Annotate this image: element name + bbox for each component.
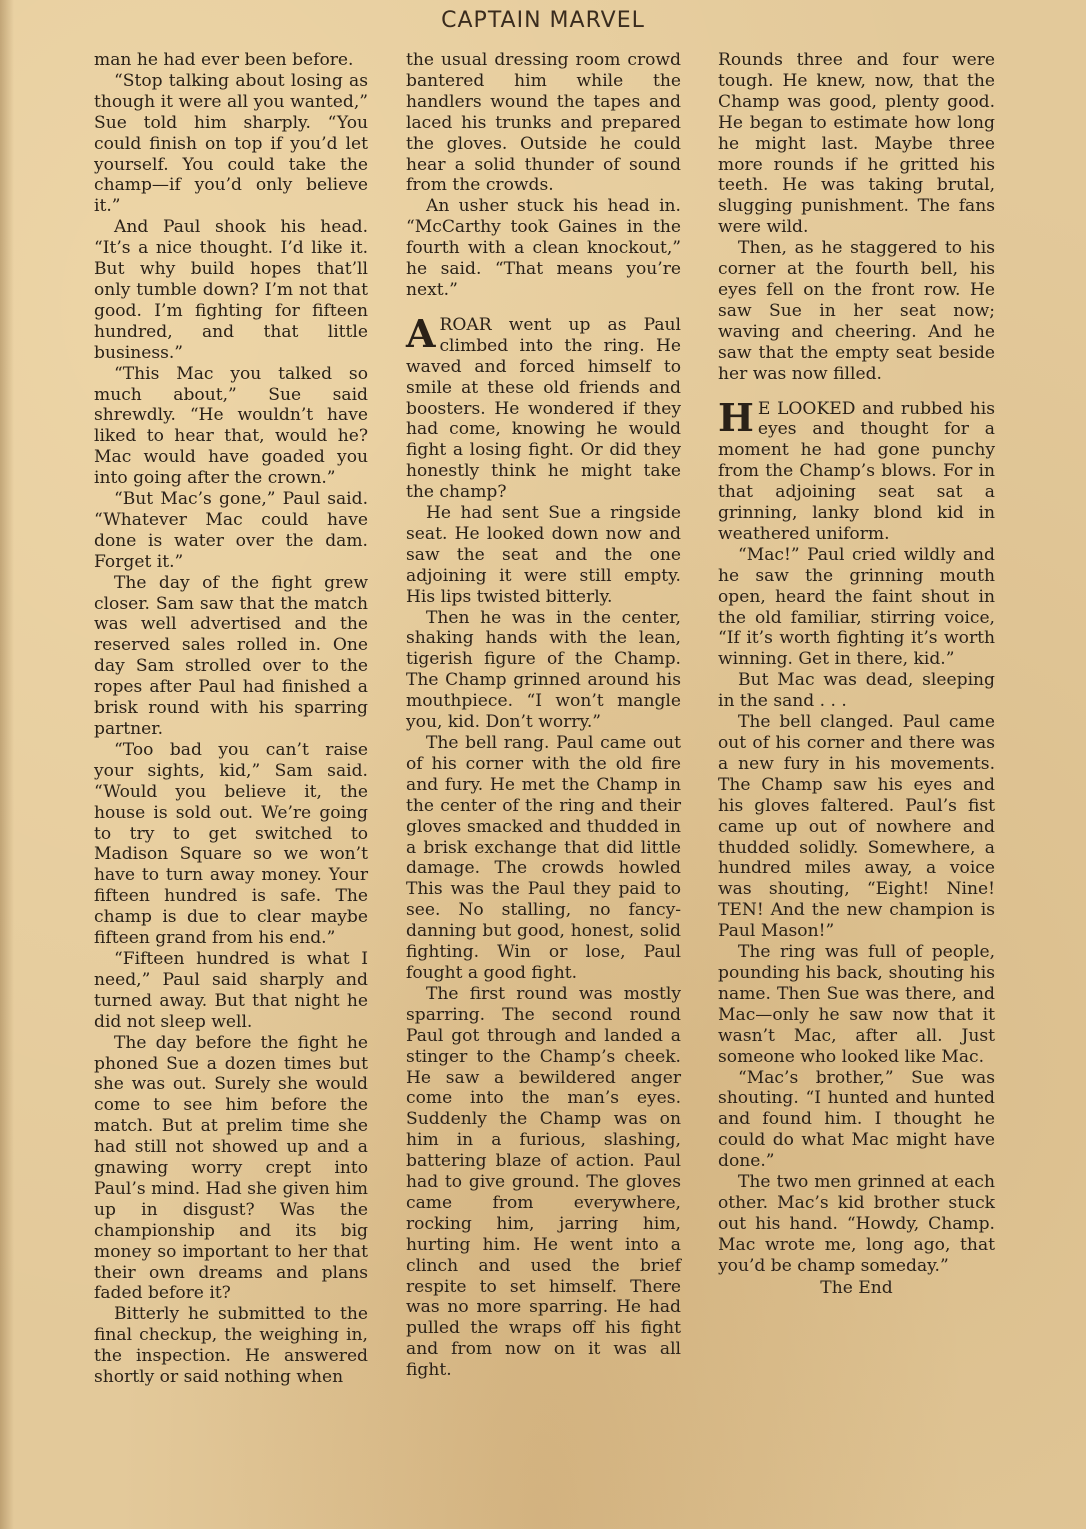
the-end: The End bbox=[820, 1277, 893, 1298]
paragraph: “This Mac you talked so much about,” Sue said shrewdly. “He wouldn’t have liked to hear that, would he? Mac would have goaded you into going after the crown.” bbox=[94, 363, 368, 489]
text-column-2 bbox=[406, 50, 681, 1381]
paragraph: Bitterly he submitted to the final checkup, the weighing in, the inspection. He answered shortly or said nothing when bbox=[94, 1304, 368, 1388]
paragraph: the usual dressing room crowd bantered him while the handlers wound the tapes and laced his trunks and prepared the gloves. Outside he could hear a solid thunder of sound from the crowds. bbox=[406, 50, 681, 196]
paragraph: He had sent Sue a ringside seat. He looked down now and saw the seat and the one adjoining it were still empty. His lips twisted bitterly. bbox=[406, 503, 681, 607]
paragraph: The day of the fight grew closer. Sam saw that the match was well advertised and the reserved sales rolled in. One day Sam strolled over to the ropes after Paul had finished a brisk round with his sparring partner. bbox=[94, 572, 368, 739]
running-head: CAPTAIN MARVEL bbox=[441, 8, 645, 33]
paragraph-text: and rubbed his eyes and thought for a moment he had gone punchy from the Champ’s blows. For in that adjoining seat sat a grinning, lanky blond kid in weathered uniform. bbox=[718, 398, 995, 544]
paragraph: Rounds three and four were tough. He knew, now, that the Champ was good, plenty good. He began to estimate how long he might last. Maybe three more rounds if he gritted his teeth. He was taking brutal, slugging punishment. The fans were wild. bbox=[718, 50, 995, 238]
drop-cap: A bbox=[406, 310, 436, 356]
paragraph: And Paul shook his head. “It’s a nice thought. I’d like it. But why build hopes that’ll only tumble down? I’m not that good. I’m fighting for fifteen hundred, and that little business.” bbox=[94, 217, 368, 363]
paragraph: But Mac was dead, sleeping in the sand . . . bbox=[718, 670, 995, 712]
paragraph: “But Mac’s gone,” Paul said. “Whatever Mac could have done is water over the dam. Forget it.” bbox=[94, 489, 368, 572]
paragraph: man he had ever been before. bbox=[94, 50, 354, 70]
paragraph: “Stop talking about losing as though it were all you wanted,” Sue told him sharply. “You could finish on top if you’d let yourself. You could take the champ—if you’d only believe it.” bbox=[94, 70, 368, 217]
paragraph: The first round was mostly sparring. The second round Paul got through and landed a stinger to the Champ’s cheek. He saw a bewildered anger come into the man’s eyes. Suddenly the Champ was on him in a furious, slashing, battering blaze of action. Paul had to give ground. The gloves came from everywhere, rocking him, jarring him, hurting him. He went into a clinch and used the brief respite to set himself. There was no more sparring. He had pulled the wraps off his fight and from now on it was all fight. bbox=[406, 983, 681, 1381]
paragraph: “Fifteen hundred is what I need,” Paul said sharply and turned away. But that night he did not sleep well. bbox=[94, 948, 368, 1032]
paragraph: “Mac’s brother,” Sue was shouting. “I hunted and hunted and found him. I thought he could do what Mac might have done.” bbox=[718, 1067, 995, 1172]
text-column-1 bbox=[94, 50, 368, 1388]
paragraph: The bell clanged. Paul came out of his corner and there was a new fury in his movements. The Champ saw his eyes and his gloves faltered. Paul’s fist came up out of nowhere and thudded solidly. Somewhere, a hundred miles away, a voice was shouting, “Eight! Nine! TEN! And the new champion is Paul Mason!” bbox=[718, 712, 995, 942]
paragraph: The ring was full of people, pounding his back, shouting his name. Then Sue was there, and Mac—only he saw now that it wasn’t Mac, after all. Just someone who looked like Mac. bbox=[718, 942, 995, 1067]
paragraph-text: went up as Paul climbed into the ring. He waved and forced himself to smile at these old friends and boosters. He wondered if they had come, knowing he would fight a losing fight. Or did they honestly think he might take the champ? bbox=[406, 314, 681, 503]
paragraph: The bell rang. Paul came out of his corner with the old fire and fury. He met the Champ in the center of the ring and their gloves smacked and thudded in a brisk exchange that did little damage. The crowds howled This was the Paul they paid to see. No stalling, no fancy-danning but good, honest, solid fighting. Win or lose, Paul fought a good fight. bbox=[406, 733, 681, 983]
page-edge-shadow bbox=[0, 0, 14, 1529]
paragraph: Then he was in the center, shaking hands with the lean, tigerish figure of the Champ. The Champ grinned around his mouthpiece. “I won’t mangle you, kid. Don’t worry.” bbox=[406, 607, 681, 733]
drop-cap: H bbox=[718, 394, 754, 440]
lead-in-words: E LOOKED bbox=[757, 398, 856, 419]
section-opening-paragraph bbox=[406, 310, 681, 503]
paragraph: An usher stuck his head in. “McCarthy took Gaines in the fourth with a clean knockout,” he said. “That means you’re next.” bbox=[406, 196, 681, 300]
paragraph: The two men grinned at each other. Mac’s kid brother stuck out his hand. “Howdy, Champ. Mac wrote me, long ago, that you’d be champ someday.” bbox=[718, 1172, 995, 1276]
text-column-3 bbox=[718, 50, 995, 1298]
paragraph: The day before the fight he phoned Sue a dozen times but she was out. Surely she would come to see him before the match. But at prelim time she had still not showed up and a gnawing worry crept into Paul’s mind. Had she given him up in disgust? Was the championship and its big money so important to her that their own dreams and plans faded before it? bbox=[94, 1032, 368, 1304]
lead-in-words: ROAR bbox=[439, 314, 492, 335]
paragraph: Then, as he staggered to his corner at the fourth bell, his eyes fell on the front row. He saw Sue in her seat now; waving and cheering. And he saw that the empty seat beside her was now filled. bbox=[718, 238, 995, 384]
paragraph: “Mac!” Paul cried wildly and he saw the grinning mouth open, heard the faint shout in the old familiar, stirring voice, “If it’s worth fighting it’s worth winning. Get in there, kid.” bbox=[718, 544, 995, 670]
section-opening-paragraph bbox=[718, 394, 995, 545]
paragraph: “Too bad you can’t raise your sights, kid,” Sam said. “Would you believe it, the house is sold out. We’re going to try to get switched to Madison Square so we won’t have to turn away money. Your fifteen hundred is safe. The champ is due to clear maybe fifteen grand from his end.” bbox=[94, 739, 368, 949]
